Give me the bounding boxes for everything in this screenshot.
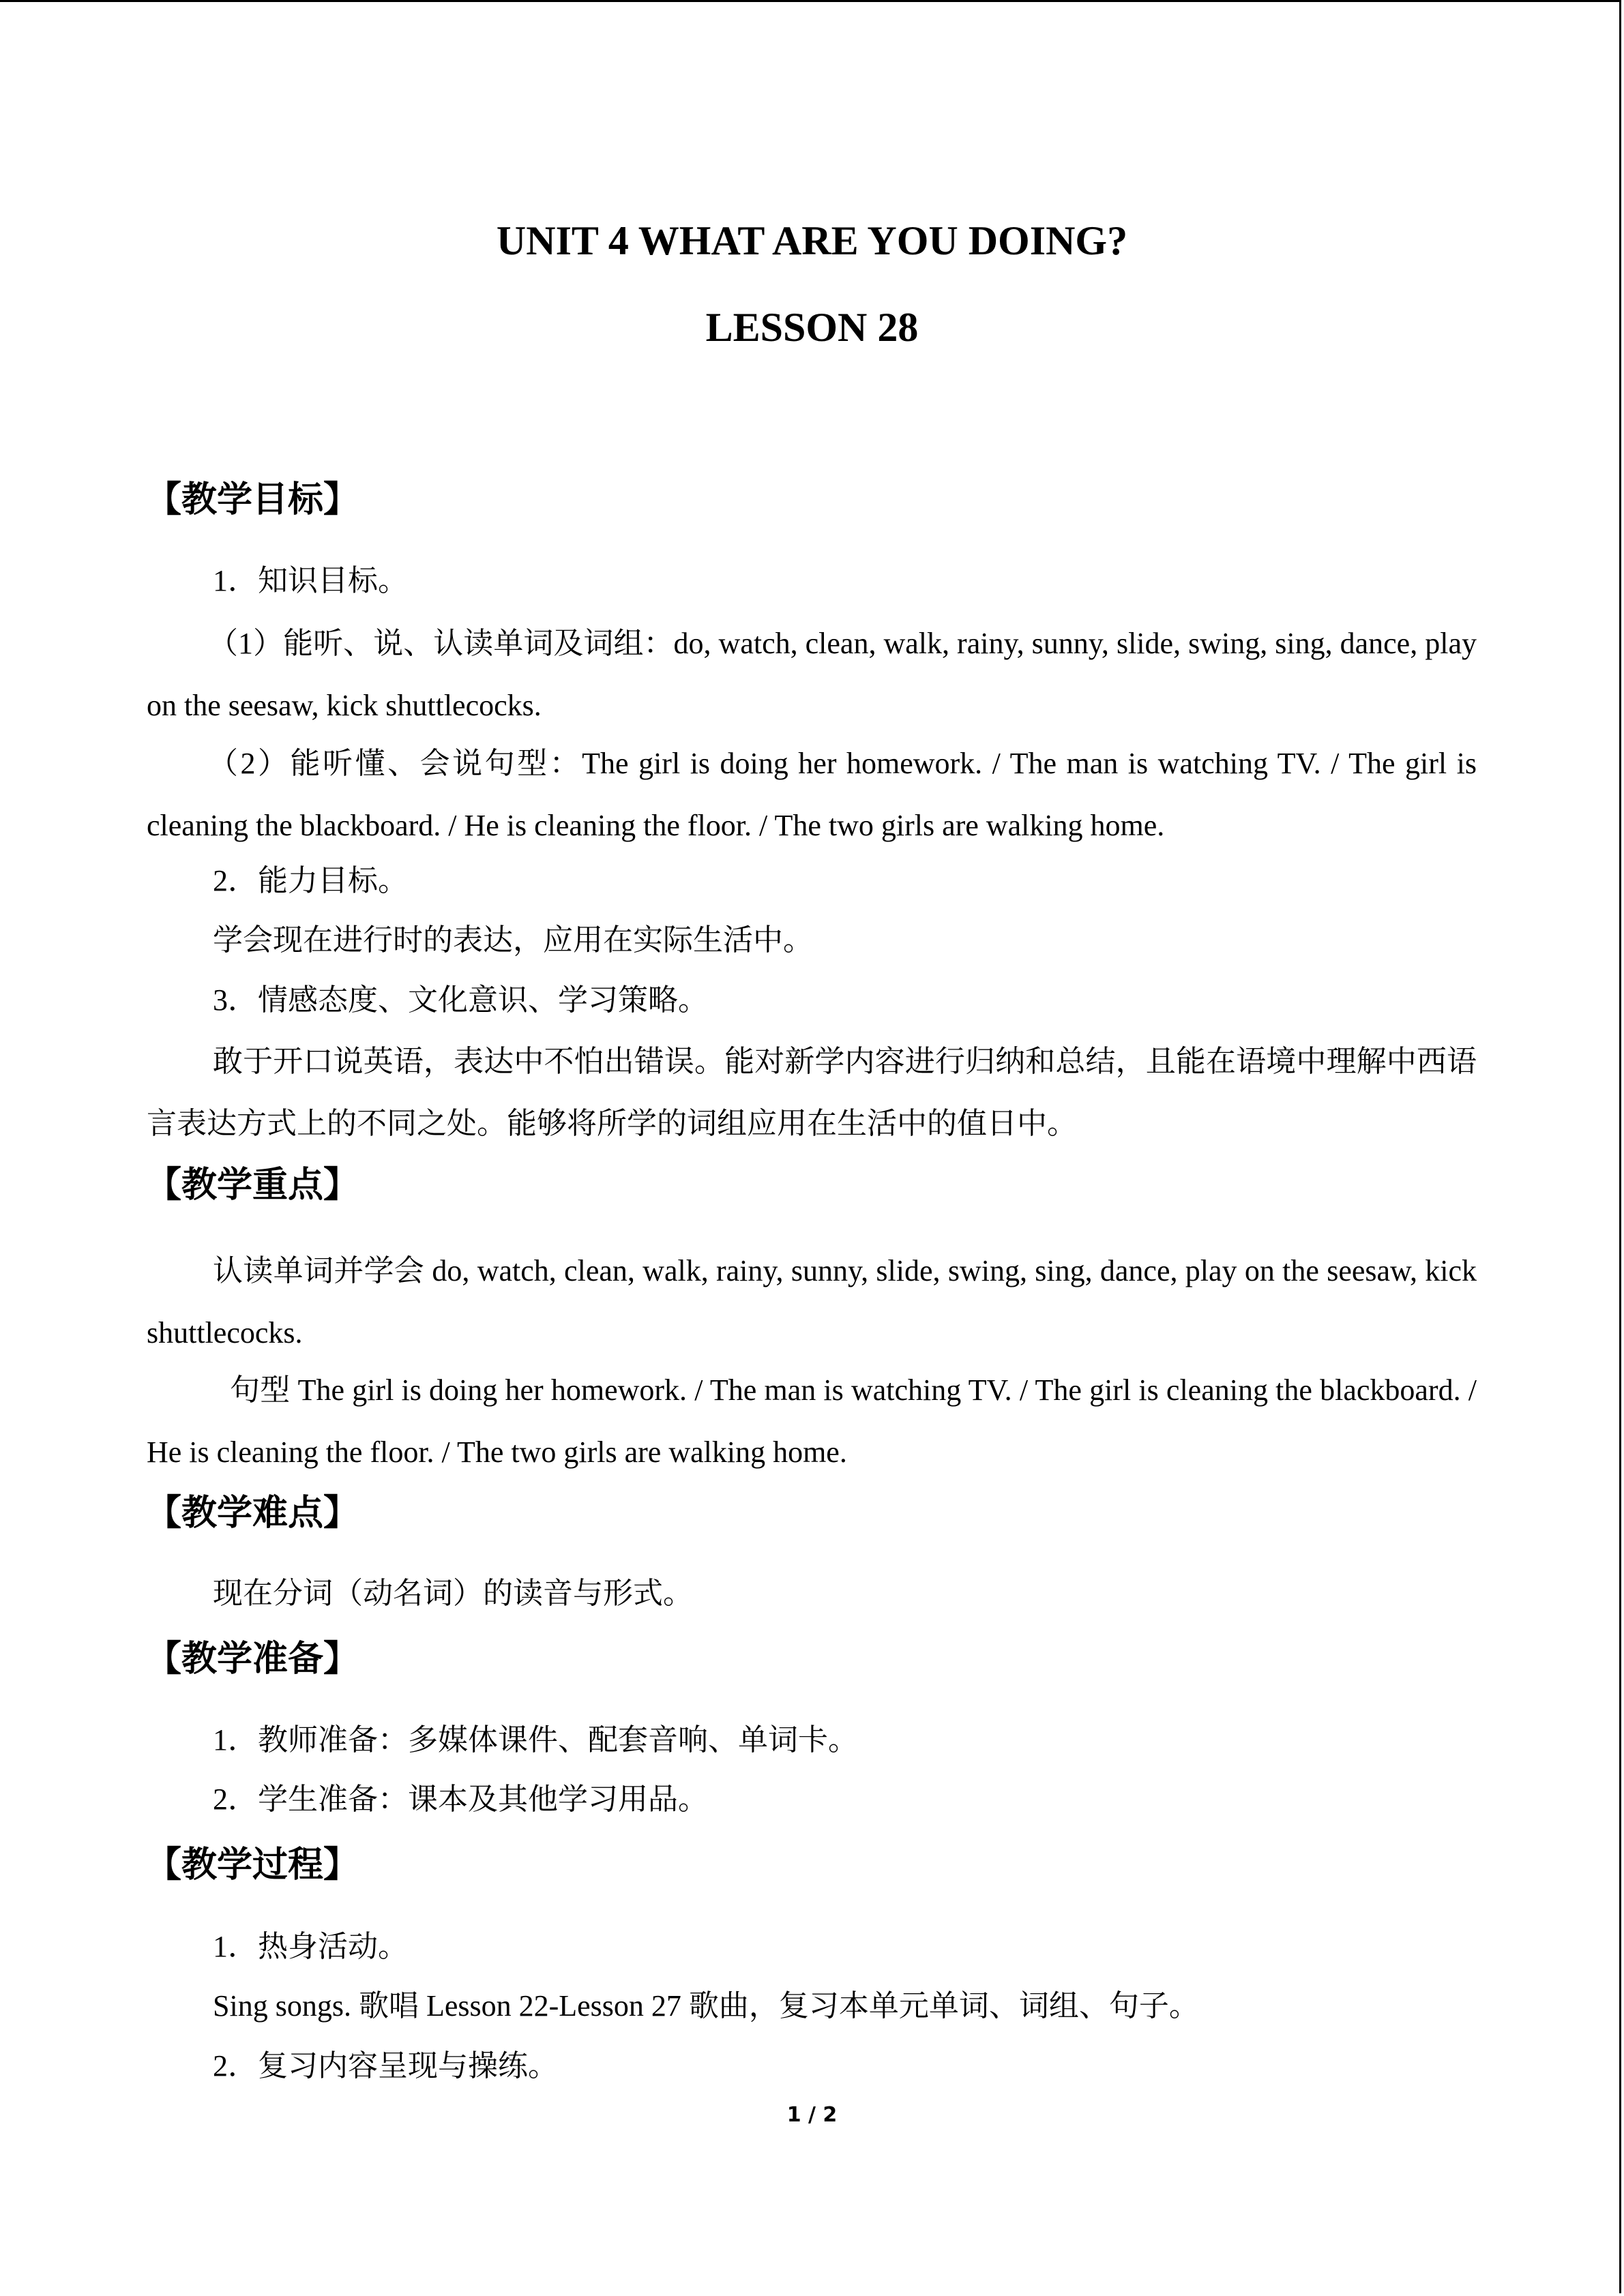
difficulties-text: 现在分词（动名词）的读音与形式。 [213,1577,693,1610]
warmup-text: Sing songs. 歌唱 Lesson 22-Lesson 27 歌曲，复习本单元单词、词组、句子。 [213,1989,1199,2023]
emotion-objective-text: 敢于开口说英语，表达中不怕出错误。能对新学内容进行归纳和总结，且能在语境中理解中西语言表达方式上的不同之处。能够将所学的词组应用在生活中的值日中。 [147,1045,1477,1140]
preparation-heading: 【教学准备】 [146,1639,359,1680]
review-label: 2．复习内容呈现与操练。 [213,2049,558,2083]
knowledge-point-1: （1）能听、说、认读单词及词组：do, watch, clean, walk, rainy, sunny, slide, swing, sing, dance, play on the seesaw, kick shuttlecocks. [147,627,1477,722]
key-points-words: 认读单词并学会 do, watch, clean, walk, rainy, sunny, slide, swing, sing, dance, play on the seesaw, kick shuttlecocks. [147,1254,1477,1350]
warmup-label: 1．热身活动。 [213,1930,408,1963]
page-number: 1 / 2 [786,2103,838,2127]
lesson-title: LESSON 28 [705,305,919,350]
difficulties-heading: 【教学难点】 [146,1493,359,1534]
key-points-heading: 【教学重点】 [146,1165,359,1206]
knowledge-point-2: （2）能听懂、会说句型：The girl is doing her homework. / The man is watching TV. / The girl is cleaning the blackboard. / He is cleaning the floor. / The two girls are walking home. [147,747,1477,842]
objectives-heading: 【教学目标】 [146,479,359,520]
key-points-sentences: 句型 The girl is doing her homework. / The man is watching TV. / The girl is cleaning the blackboard. / He is cleaning the floor. / The two girls are walking home. [147,1373,1477,1469]
ability-objective-text: 学会现在进行时的表达，应用在实际生活中。 [213,923,813,957]
emotion-objective-label: 3．情感态度、文化意识、学习策略。 [213,983,708,1017]
document-title: UNIT 4 WHAT ARE YOU DOING? [496,218,1128,263]
teacher-preparation: 1．教师准备：多媒体课件、配套音响、单词卡。 [213,1723,858,1757]
ability-objective-label: 2．能力目标。 [213,864,408,897]
process-heading: 【教学过程】 [146,1845,359,1885]
knowledge-objective-label: 1．知识目标。 [213,564,408,597]
student-preparation: 2．学生准备：课本及其他学习用品。 [213,1783,708,1816]
